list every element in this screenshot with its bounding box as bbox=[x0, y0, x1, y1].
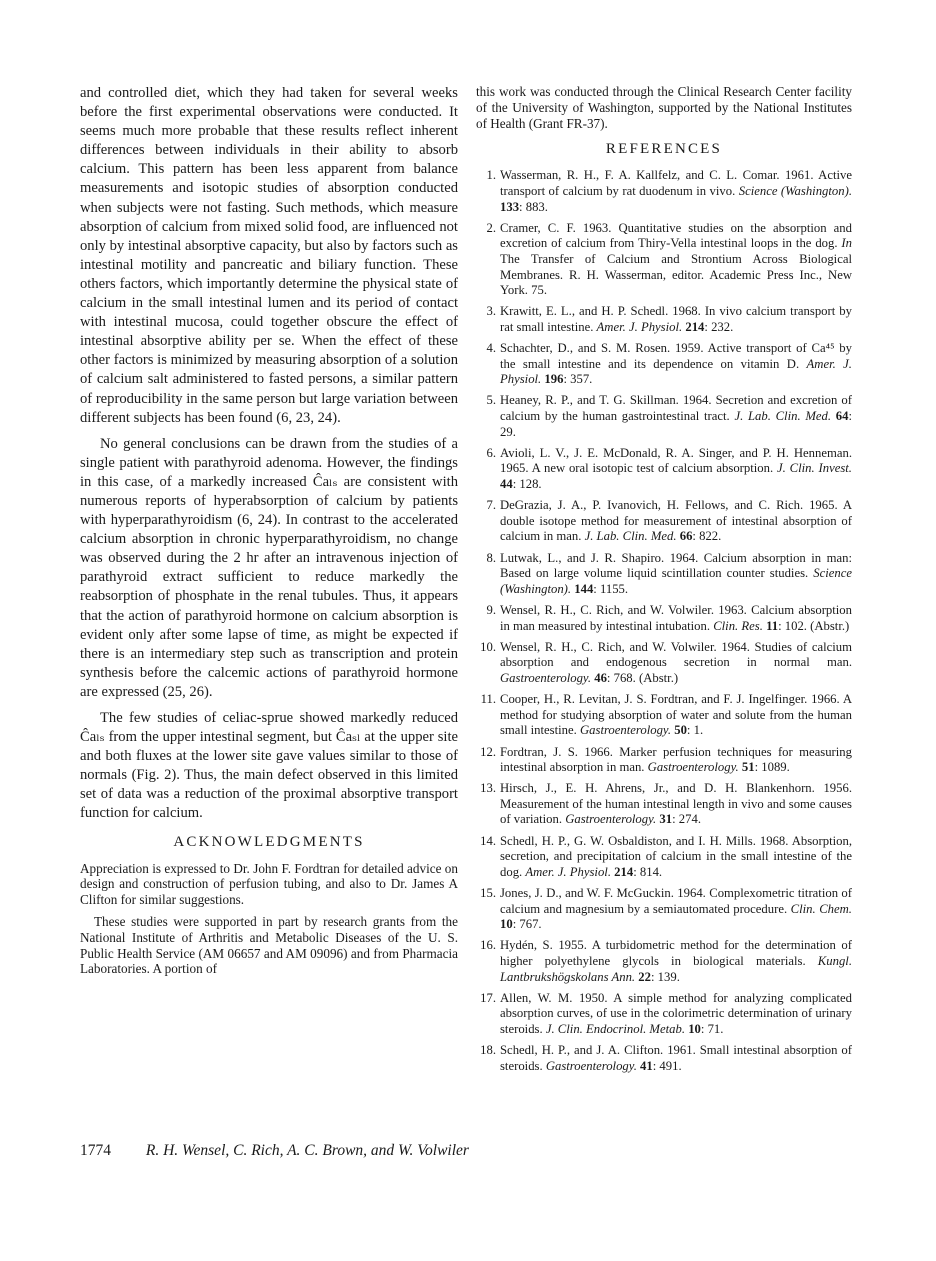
reference-number: 9. bbox=[486, 602, 496, 617]
reference-number: 17. bbox=[480, 990, 496, 1005]
reference-item bbox=[476, 745, 852, 776]
reference-journal: Gastroenterology. bbox=[500, 670, 592, 685]
reference-volume: 196 bbox=[544, 372, 564, 387]
reference-item bbox=[476, 168, 852, 215]
reference-text: DeGrazia, J. A., P. Ivanovich, H. Fellows, and C. Rich. 1965. A double isotope method for measurement of intestinal absorption of calcium in man. bbox=[500, 498, 852, 544]
reference-number: 18. bbox=[480, 1043, 496, 1058]
reference-item bbox=[476, 834, 852, 881]
reference-volume: 46 bbox=[594, 670, 607, 685]
reference-volume: 133 bbox=[500, 199, 520, 214]
reference-list bbox=[476, 168, 852, 1074]
reference-number: 8. bbox=[486, 550, 496, 565]
body-paragraph-2: No general conclusions can be drawn from the studies of a single patient with parathyroid adenoma. However, the findings in this case, of a markedly increased Ĉaₗₛ are consistent with numerous reports of hyperabsorption of calcium by patients with hyperparathyroidism (6, 24). In contrast to the accelerated calcium absorption in chronic hyperparathyroidism, no change was observed during the 2 hr after an intravenous injection of parathyroid extract sufficient to reduce markedly the reabsorption of phosphate in the renal tubules. Thus, it appears that the action of parathyroid hormone on calcium absorption is evident only after some lapse of time, as might be expected if there is an intermediary step such as transcription and protein synthesis before the calcemic actions of parathyroid hormone are expressed (25, 26). bbox=[80, 435, 458, 700]
reference-number: 1. bbox=[486, 168, 496, 183]
reference-text: Cooper, H., R. Levitan, J. S. Fordtran, and F. J. Ingelfinger. 1966. A method for studying absorption of water and solute from the human small intestine. bbox=[500, 692, 852, 738]
reference-pages: : 232. bbox=[704, 319, 734, 334]
reference-journal: J. Lab. Clin. Med. bbox=[734, 409, 832, 424]
reference-pages: : 29. bbox=[500, 409, 853, 439]
acknowledgments-paragraph-2: These studies were supported in part by research grants from the National Institute of Arthritis and Metabolic Diseases of the U. S. Public Health Service (AM 06657 and AM 09096) and from Pharmacia Laboratories. A portion of bbox=[80, 913, 458, 977]
reference-volume: 10 bbox=[688, 1021, 701, 1036]
left-column bbox=[80, 84, 458, 983]
reference-item bbox=[476, 221, 852, 299]
reference-text: Fordtran, J. S. 1966. Marker perfusion techniques for measuring intestinal absorption in man. bbox=[500, 744, 852, 775]
reference-pages: : 883. bbox=[519, 199, 548, 214]
reference-journal: Science (Washington). bbox=[738, 183, 852, 198]
reference-text: Schedl, H. P., and J. A. Clifton. 1961. Small intestinal absorption of steroids. bbox=[500, 1043, 852, 1073]
reference-number: 16. bbox=[480, 938, 496, 953]
reference-text: Cramer, C. F. 1963. Quantitative studies on the absorption and excretion of calcium from Thiry-Vella intestinal loops in the dog. bbox=[500, 220, 852, 251]
reference-item bbox=[476, 640, 852, 687]
reference-pages: : 1. bbox=[686, 723, 704, 738]
reference-text: Schachter, D., and S. M. Rosen. 1959. Active transport of Ca⁴⁵ by the small intestine and its dependence on vitamin D. bbox=[500, 341, 852, 371]
reference-text: Wensel, R. H., C. Rich, and W. Volwiler. 1963. Calcium absorption in man measured by intestinal intubation. bbox=[500, 602, 852, 633]
reference-text: Lutwak, L., and J. R. Shapiro. 1964. Calcium absorption in man: Based on large volume liquid scintillation counter studies. bbox=[500, 550, 852, 581]
reference-text: Schedl, H. P., G. W. Osbaldiston, and I. H. Mills. 1968. Absorption, secretion, and precipitation of calcium in the small intestine of the dog. bbox=[500, 833, 852, 879]
reference-journal: Amer. J. Physiol. bbox=[500, 356, 852, 387]
body-paragraph-3: The few studies of celiac-sprue showed markedly reduced Ĉaₗₛ from the upper intestinal segment, but Ĉaₛₗ at the upper site and both fluxes at the lower site gave values similar to those of normals (Fig. 2). Thus, the main defect observed in this limited set of data was a reduction of the proximal absorptive transport function for calcium. bbox=[80, 710, 458, 822]
reference-volume: 214 bbox=[685, 319, 705, 334]
reference-journal: Gastroenterology. bbox=[647, 760, 739, 775]
reference-number: 11. bbox=[480, 692, 496, 707]
reference-journal: J. Clin. Invest. bbox=[777, 461, 852, 476]
reference-number: 5. bbox=[486, 393, 496, 408]
reference-text: Wasserman, R. H., F. A. Kallfelz, and C. L. Comar. 1961. Active transport of calcium by rat duodenum in vivo. bbox=[500, 168, 852, 198]
reference-volume: 51 bbox=[741, 760, 755, 775]
reference-volume: 41 bbox=[640, 1058, 653, 1073]
reference-item bbox=[476, 551, 852, 598]
reference-pages: : 274. bbox=[672, 812, 701, 827]
reference-number: 6. bbox=[486, 445, 496, 460]
reference-journal: Amer. J. Physiol. bbox=[525, 864, 611, 879]
page-number: 1774 bbox=[80, 1142, 111, 1159]
reference-volume: 214 bbox=[614, 864, 634, 879]
reference-number: 7. bbox=[486, 498, 496, 513]
reference-pages: : 139. bbox=[650, 969, 680, 984]
reference-pages: : 491. bbox=[652, 1058, 682, 1073]
reference-journal: Gastroenterology. bbox=[580, 723, 672, 738]
reference-volume: 22 bbox=[638, 969, 651, 984]
page-footer bbox=[80, 1142, 860, 1160]
reference-journal: Science (Washington). bbox=[500, 566, 852, 596]
reference-text: Jones, J. D., and W. F. McGuckin. 1964. Complexometric titration of calcium and magnesium by a semiautomated procedure. bbox=[500, 886, 852, 916]
reference-text: Wensel, R. H., C. Rich, and W. Volwiler. 1964. Studies of calcium absorption and endogenous secretion in normal man. bbox=[500, 639, 852, 670]
reference-text: Krawitt, E. L., and H. P. Schedl. 1968. In vivo calcium transport by rat small intestine. bbox=[500, 304, 852, 334]
reference-journal: Gastroenterology. bbox=[565, 812, 657, 827]
running-authors: R. H. Wensel, C. Rich, A. C. Brown, and W. Volwiler bbox=[145, 1142, 469, 1159]
acknowledgments-paragraph-1: Appreciation is expressed to Dr. John F. Fordtran for detailed advice on design and construction of perfusion tubing, and also to Dr. James A Clifton for similar suggestions. bbox=[80, 860, 458, 908]
references-heading: REFERENCES bbox=[605, 141, 723, 158]
reference-item bbox=[476, 393, 852, 440]
reference-pages: : 1155. bbox=[593, 581, 629, 596]
reference-pages: : 822. bbox=[692, 529, 722, 544]
reference-journal: Amer. J. Physiol. bbox=[596, 319, 683, 334]
reference-item bbox=[476, 692, 852, 739]
reference-item bbox=[476, 886, 852, 933]
body-paragraph-1: and controlled diet, which they had taken for several weeks before the first experimental observations were conducted. It seems much more probable that these results reflect inherent differences between individuals in their ability to absorb calcium. This pattern has been less apparent from balance measurements and isotopic studies of absorption conducted when subjects were not fasting. Such methods, which measure absorption of calcium from mixed solid food, are influenced not only by intestinal absorptive capacity, but also by factors such as intestinal motility and pancreatic and biliary function. These others factors, which importantly determine the physical state of calcium in the small intestinal lumen and its period of contact with intestinal mucosa, could together obscure the effect of intestinal absorptive ability per se. When the effect of these other factors is minimized by measuring absorption of a solution of calcium salt administered to fasted persons, a similar pattern of reproducibility in the same person but large variation between different subjects has been found (6, 23, 24). bbox=[80, 85, 458, 426]
reference-text: Avioli, L. V., J. E. McDonald, R. A. Singer, and P. H. Henneman. 1965. A new oral isotopic test of calcium absorption. bbox=[500, 445, 852, 476]
reference-number: 3. bbox=[486, 304, 496, 319]
reference-pages: : 768. (Abstr.) bbox=[606, 670, 679, 685]
reference-text: Heaney, R. P., and T. G. Skillman. 1964. Secretion and excretion of calcium by the human gastrointestinal tract. bbox=[500, 393, 852, 424]
reference-journal: In bbox=[841, 236, 852, 251]
reference-number: 12. bbox=[480, 744, 496, 759]
reference-pages: : 767. bbox=[512, 917, 542, 932]
reference-text: Allen, W. M. 1950. A simple method for analyzing complicated absorption curves, of use in the colorimetric determination of urinary steroids. bbox=[500, 990, 852, 1036]
reference-volume: 11 bbox=[766, 618, 779, 633]
reference-number: 10. bbox=[480, 639, 496, 654]
reference-text: Hirsch, J., E. H. Ahrens, Jr., and D. H. Blankenhorn. 1956. Measurement of the human intestinal length in vivo and some causes of variation. bbox=[500, 781, 852, 827]
reference-pages: : 71. bbox=[700, 1021, 724, 1036]
reference-volume: 31 bbox=[659, 812, 673, 827]
reference-pages: : 814. bbox=[633, 864, 663, 879]
reference-number: 4. bbox=[486, 341, 496, 356]
reference-number: 13. bbox=[480, 781, 496, 796]
reference-item bbox=[476, 341, 852, 388]
reference-journal: Kungl. Lantbrukshögskolans Ann. bbox=[500, 954, 852, 984]
reference-pages: : 1089. bbox=[754, 760, 790, 775]
reference-volume: 44 bbox=[500, 477, 513, 492]
reference-text: Hydén, S. 1955. A turbidometric method for the determination of higher polyethylene glycols in biological materials. bbox=[500, 938, 852, 969]
right-column bbox=[476, 84, 852, 1080]
reference-item bbox=[476, 498, 852, 545]
reference-pages: : 357. bbox=[563, 372, 593, 387]
reference-number: 15. bbox=[480, 886, 496, 901]
reference-volume: 50 bbox=[674, 723, 687, 738]
reference-journal: J. Lab. Clin. Med. bbox=[584, 529, 677, 544]
reference-item bbox=[476, 938, 852, 985]
reference-journal: J. Clin. Endocrinol. Metab. bbox=[545, 1021, 686, 1036]
reference-journal: Clin. Res. bbox=[713, 618, 763, 633]
reference-journal: Gastroenterology. bbox=[545, 1058, 637, 1073]
reference-pages: : 128. bbox=[512, 477, 542, 492]
reference-item bbox=[476, 304, 852, 335]
reference-volume: 64 bbox=[835, 409, 849, 424]
reference-volume: 10 bbox=[500, 917, 513, 932]
reference-volume: 144 bbox=[574, 581, 594, 596]
acknowledgments-heading: ACKNOWLEDGMENTS bbox=[173, 833, 365, 850]
reference-item bbox=[476, 446, 852, 493]
reference-volume: 66 bbox=[679, 529, 693, 544]
reference-pages: : 102. (Abstr.) bbox=[778, 618, 850, 633]
acknowledgments-continuation: this work was conducted through the Clinical Research Center facility of the University of Washington, supported by the National Institutes of Health (Grant FR-37). bbox=[476, 84, 852, 131]
reference-pages: The Transfer of Calcium and Strontium Across Biological Membranes. R. H. Wasserman, editor. Academic Press Inc., New York. 75. bbox=[500, 251, 852, 298]
reference-item bbox=[476, 1043, 852, 1074]
reference-item bbox=[476, 781, 852, 828]
reference-number: 14. bbox=[480, 833, 496, 848]
reference-item bbox=[476, 991, 852, 1038]
reference-journal: Clin. Chem. bbox=[790, 901, 852, 916]
reference-number: 2. bbox=[486, 220, 496, 235]
reference-item bbox=[476, 603, 852, 634]
